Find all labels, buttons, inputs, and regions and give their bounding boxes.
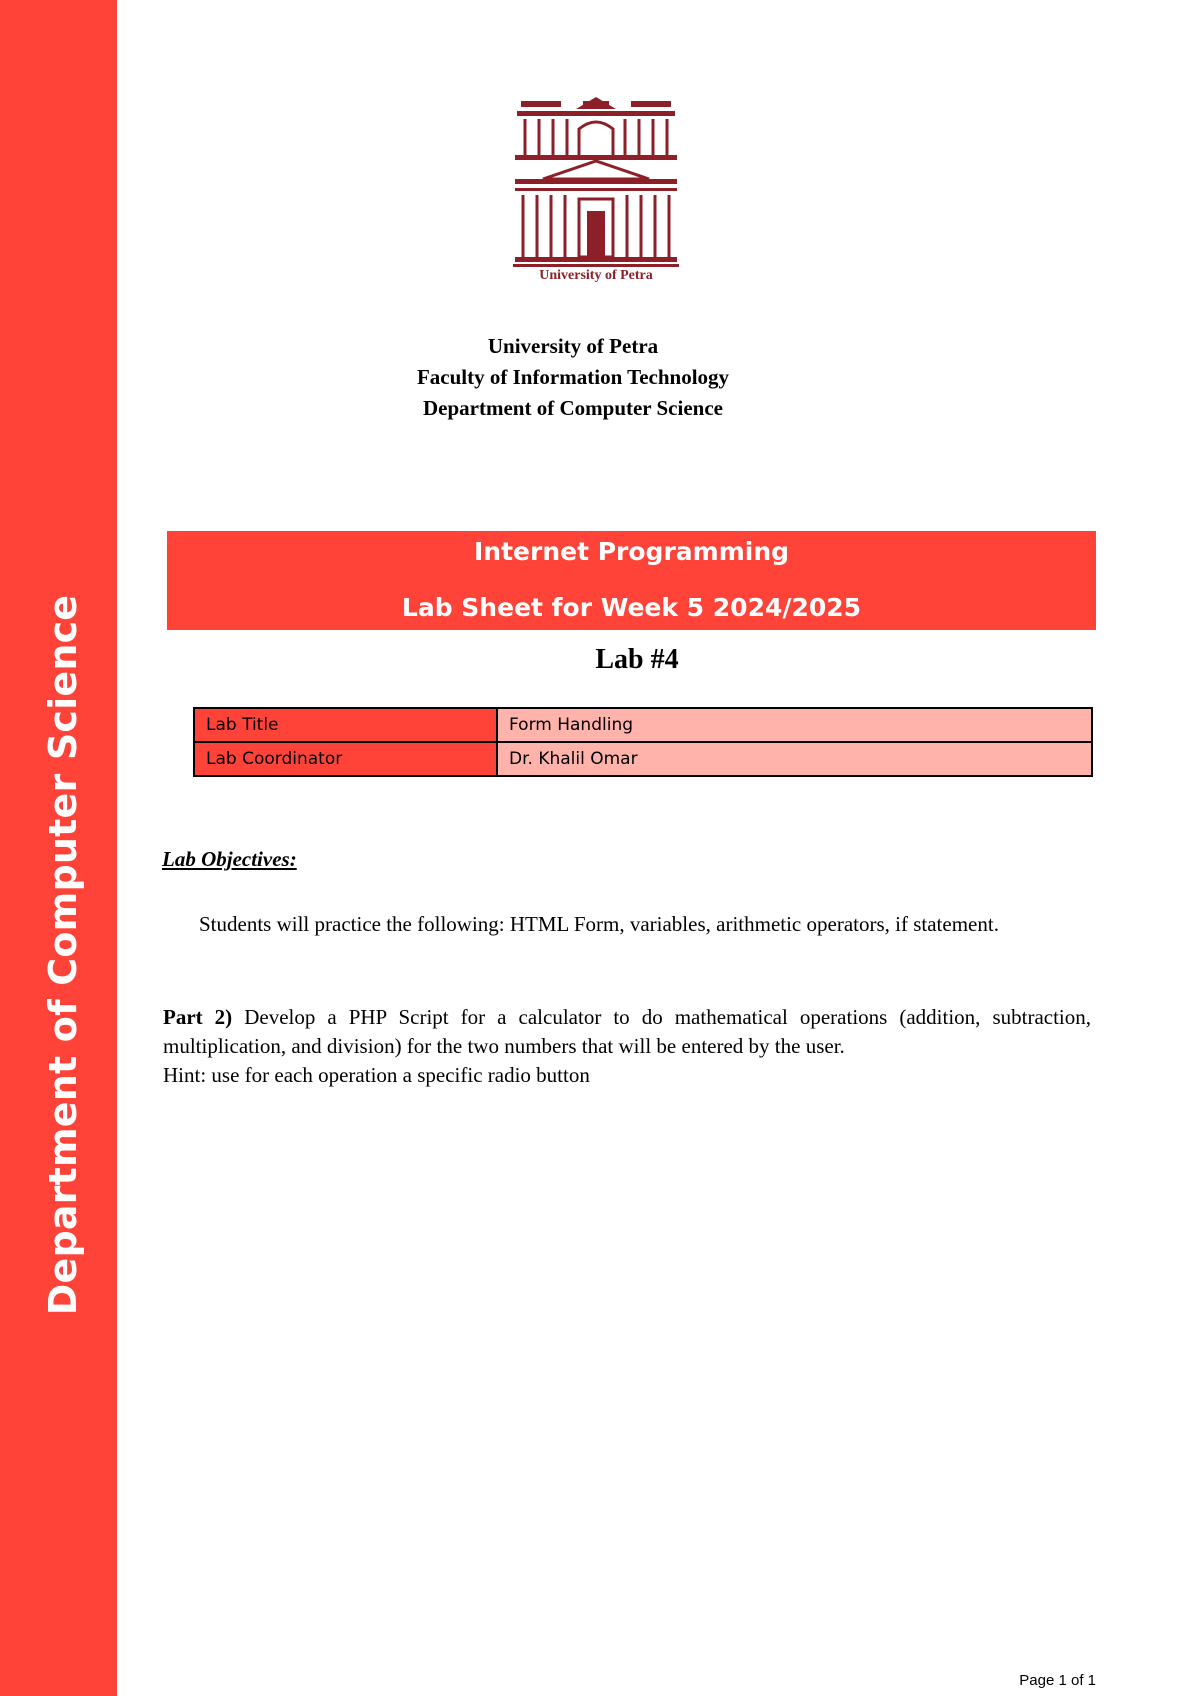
faculty-name: Faculty of Information Technology: [416, 365, 730, 389]
lab-coordinator-label: Lab Coordinator: [194, 742, 497, 776]
sheet-title: Lab Sheet for Week 5 2024/2025: [401, 593, 862, 622]
university-name: University of Petra: [487, 334, 659, 358]
objectives-text: Students will practice the following: HTML Form, variables, arithmetic operators, if statement.: [199, 912, 999, 936]
course-banner: [167, 531, 1096, 630]
department-vertical-label: Department of Computer Science: [41, 594, 85, 1316]
lab-number: Lab #4: [595, 644, 679, 675]
table-row: [194, 708, 1092, 742]
lab-info-table: [193, 707, 1093, 777]
lab-title-value: Form Handling: [497, 708, 1092, 742]
table-row: [194, 742, 1092, 776]
page-number: Page 1 of 1: [1019, 1672, 1096, 1689]
part-description: [163, 1003, 1091, 1061]
objectives-heading: Lab Objectives:: [162, 847, 297, 871]
lab-title-label: Lab Title: [194, 708, 497, 742]
part-text: Develop a PHP Script for a calculator to do mathematical operations (addition, subtraction, multiplication, and division) for the two numbers that will be entered by the user.: [163, 1005, 1092, 1058]
department-name: Department of Computer Science: [423, 396, 723, 420]
university-logo: [513, 95, 679, 290]
part-label: Part 2): [163, 1005, 233, 1029]
logo-caption: University of Petra: [539, 268, 653, 283]
course-title: Internet Programming: [473, 537, 790, 566]
side-band: [0, 0, 117, 1696]
hint-text: Hint: use for each operation a specific radio button: [163, 1063, 590, 1087]
lab-coordinator-value: Dr. Khalil Omar: [497, 742, 1092, 776]
